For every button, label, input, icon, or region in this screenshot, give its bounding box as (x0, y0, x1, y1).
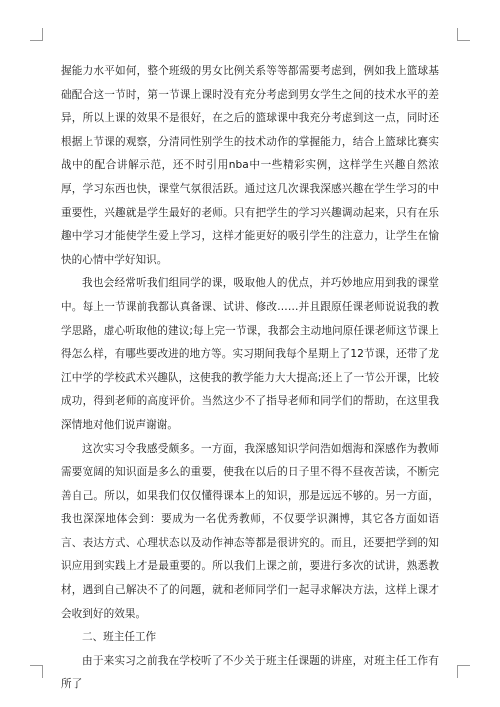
crop-mark-bottom-left (30, 665, 43, 678)
paragraph-reflections: 这次实习令我感受颇多。一方面，我深感知识学问浩如烟海和深感作为教师需要宽阔的知识面是多么的重要，使我在以后的日子里不得不昼夜苦读，不断完善自己。所以，如果我们仅仅懂得课本上的知识，那是远远不够的。另一方面，我也深深地体会到：要成为一名优秀教师，不仅要学识渊博，其它各方面如语言、表达方式、心理状态以及动作神态等都是很讲究的。而且，还要把学到的知识应用到实践上才是最重要的。所以我们上课之前，要进行多次的试讲，熟悉教材，遇到自己解决不了的问题，就和老师同学们一起寻求解决方法，这样上课才会收到好的效果。 (61, 442, 439, 620)
crop-mark-top-left (30, 28, 43, 41)
crop-mark-top-right (457, 28, 470, 41)
paragraph-head-teacher-work: 由于来实习之前我在学校听了不少关于班主任课题的讲座，对班主任工作有所了 (61, 654, 439, 691)
paragraph-continued: 握能力水平如何，整个班级的男女比例关系等等都需要考虑到，例如我上篮球基础配合这一节时，第一节课上课时没有充分考虑到男女学生之间的技术水平的差异，所以上课的效果不是很好，在之后的篮球课中我充分考虑到这一点，同时还根据上节课的观察，分清同性别学生的技术动作的掌握能力，结合上篮球比赛实战中的配合讲解示范，还不时引用nba中一些精彩实例，这样学生兴趣自然浓厚，学习东西也快，课堂气氛很活跃。通过这几次课我深感兴趣在学生学习的中重要性，兴趣就是学生最好的老师。只有把学生的学习兴趣调动起来，只有在乐趣中学习才能使学生爱上学习，这样才能更好的吸引学生的注意力，让学生在愉快的心情中学好知识。 (61, 65, 439, 266)
document-body (61, 60, 439, 697)
section-heading: 二、班主任工作 (82, 631, 157, 644)
paragraph-observing-classes: 我也会经常听我们组同学的课，吸取他人的优点，并巧妙地应用到我的课堂中。每上一节课前我都认真备课、试讲、修改……并且跟原任课老师说说我的教学思路，虚心听取他的建议;每上完一节课，我都会主动地问原任课老师这节课上得怎么样，有哪些要改进的地方等。实习期间我每个星期上了12节课，还带了龙江中学的学校武术兴趣队，这使我的教学能力大大提高;还上了一节公开课，比较成功，得到老师的高度评价。当然这少不了指导老师和同学们的帮助，在这里我深情地对他们说声谢谢。 (61, 277, 439, 431)
crop-mark-bottom-right (457, 665, 470, 678)
